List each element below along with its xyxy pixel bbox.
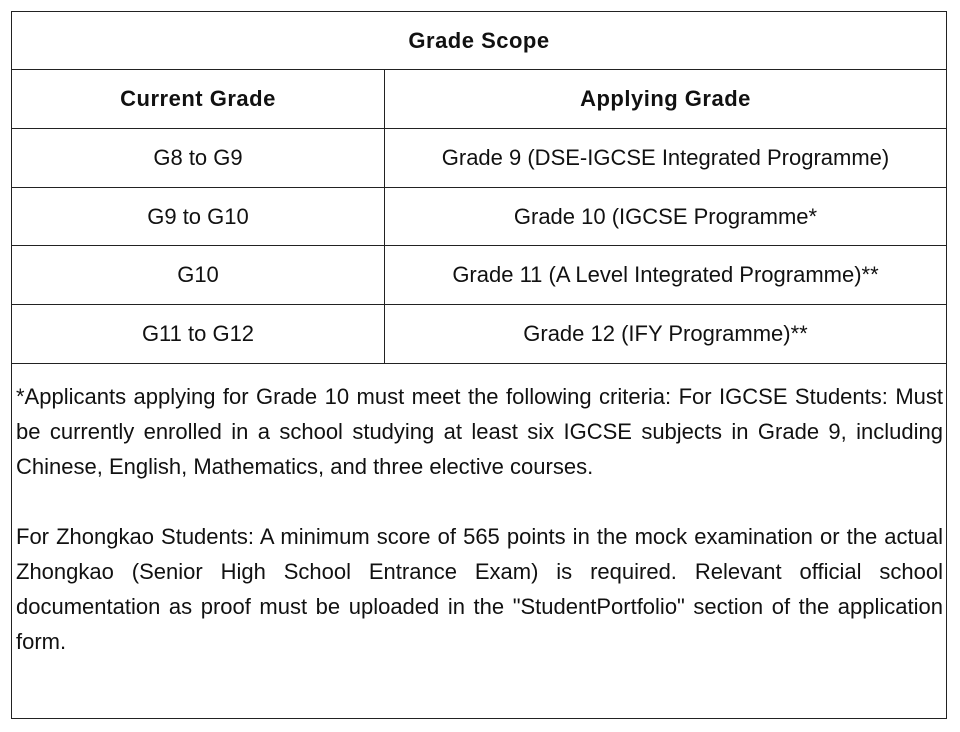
header-applying-grade: Applying Grade: [580, 86, 751, 111]
header-current-grade: Current Grade: [12, 70, 385, 128]
current-grade-cell: G11 to G12: [12, 305, 385, 363]
table-row: [12, 246, 946, 305]
table-row: [12, 305, 946, 364]
table-title: Grade Scope: [408, 27, 550, 53]
zhongkao-criteria-note: For Zhongkao Students: A minimum score of 565 points in the mock examination or the actual Zhongkao (Senior High School Entrance Exam) is required. Relevant official school documentation as proof must be uploaded in the "StudentPortfolio" section of the application form.: [16, 524, 943, 654]
current-grade-cell: G9 to G10: [12, 188, 385, 245]
table-header-row: [12, 70, 946, 129]
applying-grade-cell: Grade 11 (A Level Integrated Programme)**: [452, 262, 879, 287]
current-grade-cell: G10: [12, 246, 385, 304]
table-row: [12, 129, 946, 188]
table-title-row: [12, 12, 946, 70]
igcse-criteria-note: *Applicants applying for Grade 10 must meet the following criteria: For IGCSE Students: Must be currently enrolled in a school studying at least six IGCSE subjects in Grade 9, including Chinese, English, Mathematics, and three elective courses.: [16, 384, 943, 479]
applying-grade-cell: Grade 9 (DSE-IGCSE Integrated Programme): [441, 145, 890, 170]
applying-grade-cell: Grade 10 (IGCSE Programme*: [513, 203, 818, 229]
applying-grade-cell: Grade 12 (IFY Programme)**: [523, 321, 808, 346]
current-grade-cell: G8 to G9: [12, 129, 385, 187]
table-row: [12, 188, 946, 246]
grade-scope-table: [11, 11, 947, 719]
table-notes: [16, 379, 943, 659]
